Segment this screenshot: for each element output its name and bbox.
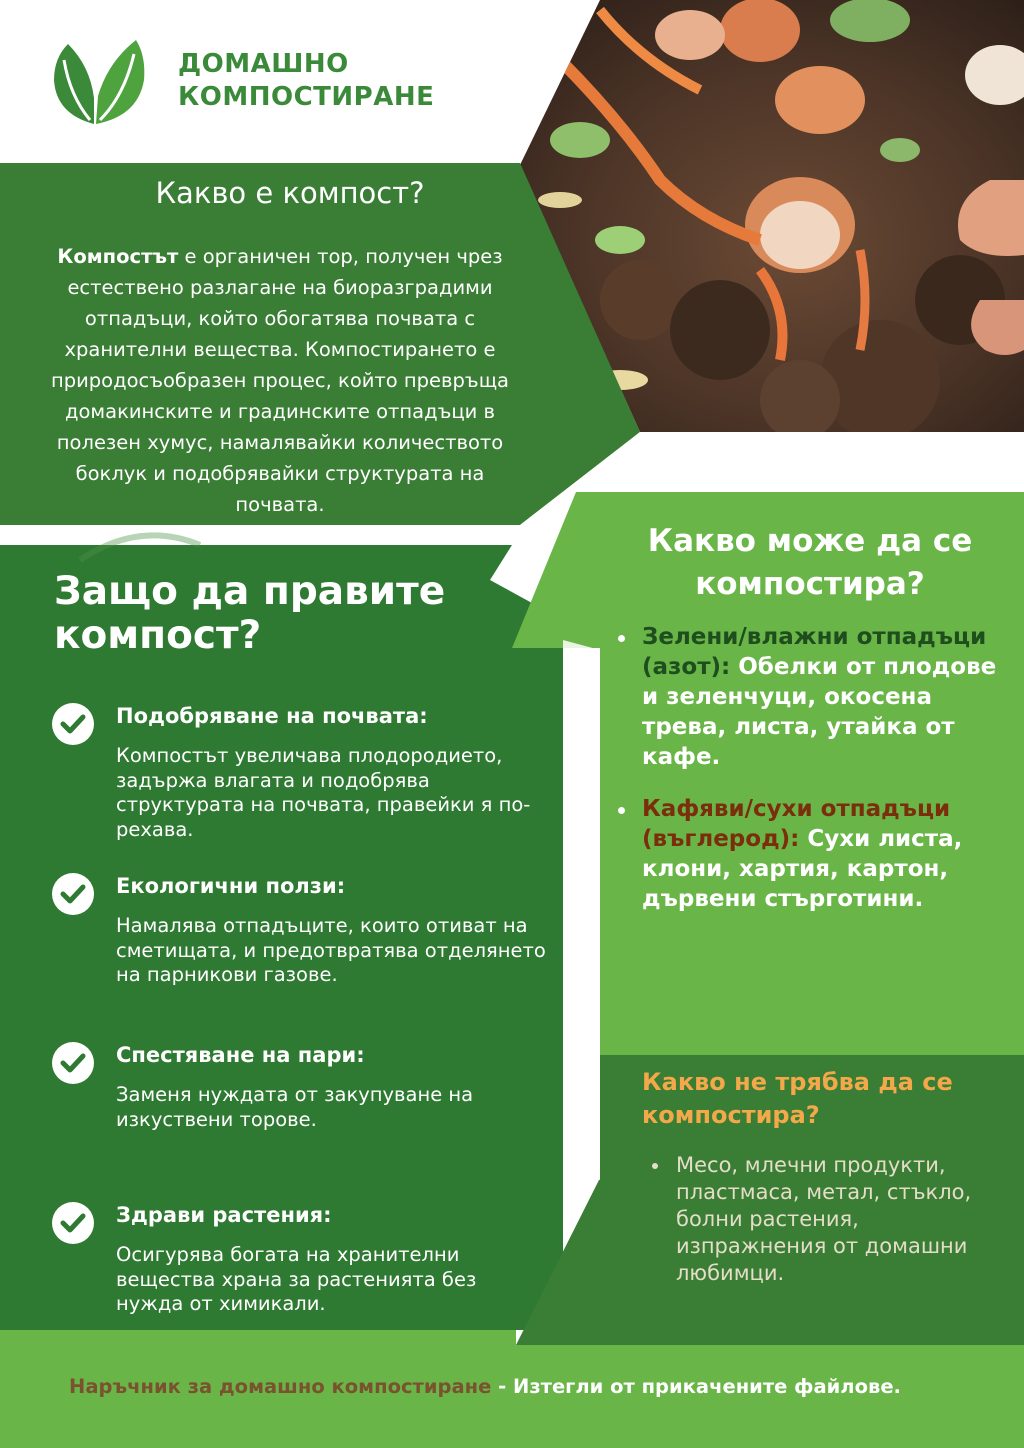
list-item (612, 794, 1012, 914)
intro-body: е органичен тор, получен чрез естествено разлагане на биоразградими отпадъци, който обогатява почвата с хранителни вещества. Компостирането е природосъобразен процес, който превръща домакинските и градинските отпадъци в полезен хумус, намалявайки количеството боклук и подобрявайки структурата на почвата. (50, 245, 510, 516)
check-circle-icon (52, 703, 94, 745)
intro-lead: Компостът (57, 245, 179, 268)
can-compost-list (612, 622, 1012, 936)
benefit-title: Екологични ползи: (116, 874, 346, 898)
brown-waste-term: Кафяви/сухи отпадъци (въглерод): (642, 796, 951, 852)
benefit-text: Компостът увеличава плодородието, задържа влагата и подобрява структурата на почвата, правейки я по-рехава. (116, 744, 531, 841)
footer-guide-link[interactable]: Наръчник за домашно компостиране (69, 1375, 492, 1398)
check-circle-icon (52, 873, 94, 915)
why-title: Защо да правите компост? (54, 569, 446, 658)
benefit-title: Подобряване на почвата: (116, 704, 428, 728)
intro-title: Какво е компост? (155, 176, 425, 210)
cannot-compost-title: Какво не трябва да се компостира? (642, 1068, 953, 1129)
benefit-text: Осигурява богата на хранителни вещества храна за растенията без нужда от химикали. (116, 1243, 477, 1315)
leaf-logo-icon (50, 36, 148, 128)
brand-line-2: КОМПОСТИРАНЕ (178, 82, 435, 112)
check-circle-icon (52, 1042, 94, 1084)
brown-waste-text: Сухи листа, клони, хартия, картон, дървени стърготини. (642, 826, 963, 912)
footer-download-note: - Изтегли от прикачените файлове. (491, 1375, 901, 1398)
green-waste-text: Обелки от плодове и зеленчуци, окосена трева, листа, утайка от кафе. (642, 654, 997, 770)
benefit-title: Спестяване на пари: (116, 1043, 365, 1067)
benefit-title: Здрави растения: (116, 1203, 332, 1227)
brand-title (178, 48, 434, 114)
check-circle-icon (52, 1202, 94, 1244)
cannot-compost-list (646, 1152, 1006, 1287)
green-waste-term: Зелени/влажни отпадъци (азот): (642, 624, 987, 680)
brand-line-1: ДОМАШНО (178, 49, 349, 79)
benefit-text: Заменя нуждата от закупуване на изкуствени торове. (116, 1083, 474, 1131)
list-item: Месо, млечни продукти, пластмаса, метал, стъкло, болни растения, изпражнения от домашни любимци. (646, 1152, 1006, 1287)
can-compost-title: Какво може да се компостира? (647, 523, 973, 602)
footer-text (0, 1375, 970, 1398)
intro-paragraph (30, 241, 530, 520)
list-item (612, 622, 1012, 772)
benefit-text: Намалява отпадъците, които отиват на сметищата, и предотвратява отделянето на парникови газове. (116, 914, 546, 986)
